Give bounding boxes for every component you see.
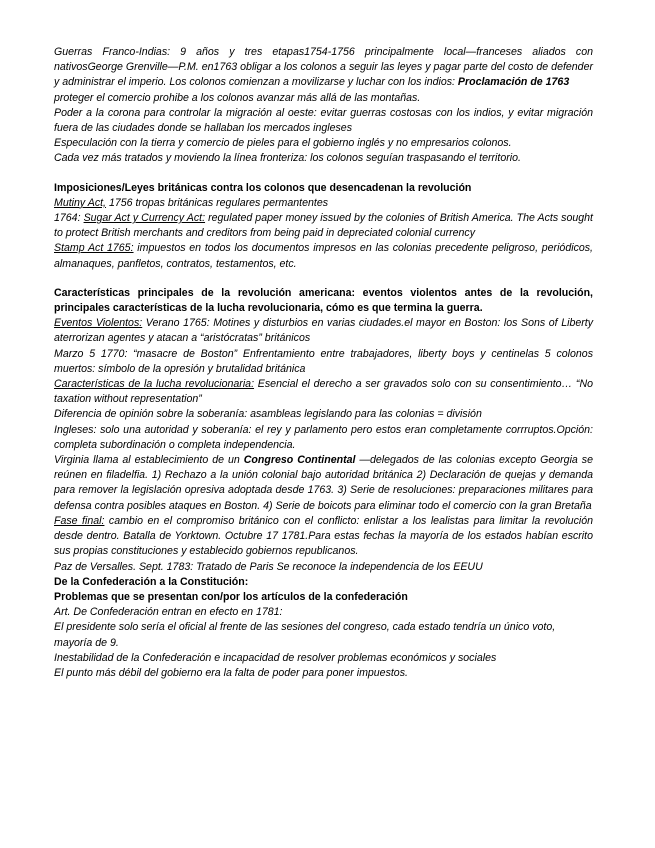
underlined-term: Mutiny Act, [54, 196, 107, 209]
bold-term: Congreso Continental [243, 454, 356, 467]
text: Verano 1765: Motines y disturbios en varias ciudades.el mayor en Boston: los Sons of Liberty aterrorizan agentes y atacan a “aristócratas” británicos [54, 317, 593, 345]
text: Esencial el derecho a ser gravados solo con su consentimiento… “No taxation without representation” [54, 378, 594, 406]
paragraph [54, 241, 593, 271]
paragraph: Marzo 5 1770: “masacre de Boston” Enfrentamiento entre trabajadores, liberty boys y centinelas 5 colonos muertos: símbolo de la opresión y brutalidad británica [54, 347, 593, 375]
paragraph: Inestabilidad de la Confederación e incapacidad de resolver problemas económicos y sociales [54, 651, 497, 664]
paragraph: Ingleses: solo una autoridad y soberanía: el rey y parlamento pero estos eran completamente corrruptos.Opción: completa subordinación o completa independencia. [54, 423, 593, 451]
paragraph [54, 45, 593, 91]
text: Virginia llama al establecimiento de un [54, 454, 244, 467]
text: Guerras Franco-Indias: 9 años y tres etapas1754-1756 principalmente local—franceses aliados con nativosGeorge Grenville—P.M. en1763 obligar a los colonos a seguir las leyes y pagar parte del costo de defender y administrar el imperio. Los colonos comienzan a movilizarse y luchar con los indios: [54, 46, 593, 89]
underlined-term: Características de la lucha revolucionaria: [54, 378, 255, 391]
paragraph [54, 377, 593, 407]
section-heading: Imposiciones/Leyes británicas contra los colonos que desencadenan la revolución [54, 181, 472, 194]
section-subheading: Problemas que se presentan con/por los artículos de la confederación [54, 590, 408, 603]
text: 1756 tropas británicas regulares permantentes [106, 196, 329, 209]
paragraph: proteger el comercio prohibe a los colonos avanzar más allá de las montañas. [54, 91, 421, 104]
section-confederation [54, 575, 593, 681]
text: regulated paper money issued by the colonies of British America. The Acts sought to protect British merchants and creditors from being paid in depreciated colonial currency [54, 212, 593, 240]
section-heading: Características principales de la revolución americana: eventos violentos antes de la revolución, principales características de la lucha revolucionaria, cómo es que termina la guerra. [54, 286, 593, 315]
underlined-term: Stamp Act 1765: [54, 242, 134, 255]
section-heading: De la Confederación a la Constitución: [54, 575, 249, 588]
paragraph [54, 316, 593, 346]
paragraph [54, 453, 593, 514]
text: impuestos en todos los documentos impresos en las colonias precedente peligroso, periódicos, almanaques, panfletos, contratos, testamentos, etc. [54, 242, 593, 270]
paragraph: Paz de Versalles. Sept. 1783: Tratado de Paris Se reconoce la independencia de los EEUU [54, 560, 483, 573]
bold-term: Proclamación de 1763 [457, 76, 570, 89]
underlined-term: Eventos Violentos: [54, 317, 143, 330]
text: cambio en el compromiso británico con el conflicto: enlistar a los lealistas para limitar la revolución desde dentro. Batalla de Yorktown. Octubre 17 1781.Para estas fechas la mayoría de los estados habían escrito sus propias constituciones y establecido gobiernos republicanos. [54, 514, 594, 558]
paragraph: Diferencia de opinión sobre la soberanía: asambleas legislando para las colonias = división [54, 408, 482, 421]
text: 1764: [54, 212, 84, 225]
paragraph: El presidente solo sería el oficial al frente de las sesiones del congreso, cada estado tendría un único voto, mayoría de 9. [54, 621, 556, 649]
paragraph: El punto más débil del gobierno era la falta de poder para poner impuestos. [54, 666, 408, 679]
paragraph [54, 211, 593, 241]
paragraph: Especulación con la tierra y comercio de pieles para el gobierno inglés y no empresarios colonos. [54, 137, 512, 150]
paragraph: Art. De Confederación entran en efecto en 1781: [54, 606, 283, 619]
section-franco-indian-wars [54, 45, 593, 167]
paragraph [54, 514, 593, 560]
text: —delegados de las colonias excepto Georgia se reúnen en filadelfia. 1) Rechazo a la unión colonial bajo autoridad británica 2) Declaración de quejas y demanda para remover la legislación opresiva adoptada desde 1763. 3) Serie de resoluciones: preparaciones militares para defensa contra posibles ataques en Boston. 4) Serie de boicots para eliminar todo el comercio con la gran Bretaña [54, 454, 593, 512]
section-british-laws [54, 181, 593, 272]
paragraph: Cada vez más tratados y moviendo la línea fronteriza: los colonos seguían traspasando el territorio. [54, 152, 521, 165]
section-revolution-characteristics [54, 286, 593, 575]
underlined-term: Fase final: [54, 514, 105, 527]
paragraph [54, 196, 593, 211]
paragraph: Poder a la corona para controlar la migración al oeste: evitar guerras costosas con los indios, y evitar migración fuera de las ciudades donde se hallaban los mercados ingleses [54, 106, 593, 135]
underlined-term: Sugar Act y Currency Act: [83, 212, 206, 225]
